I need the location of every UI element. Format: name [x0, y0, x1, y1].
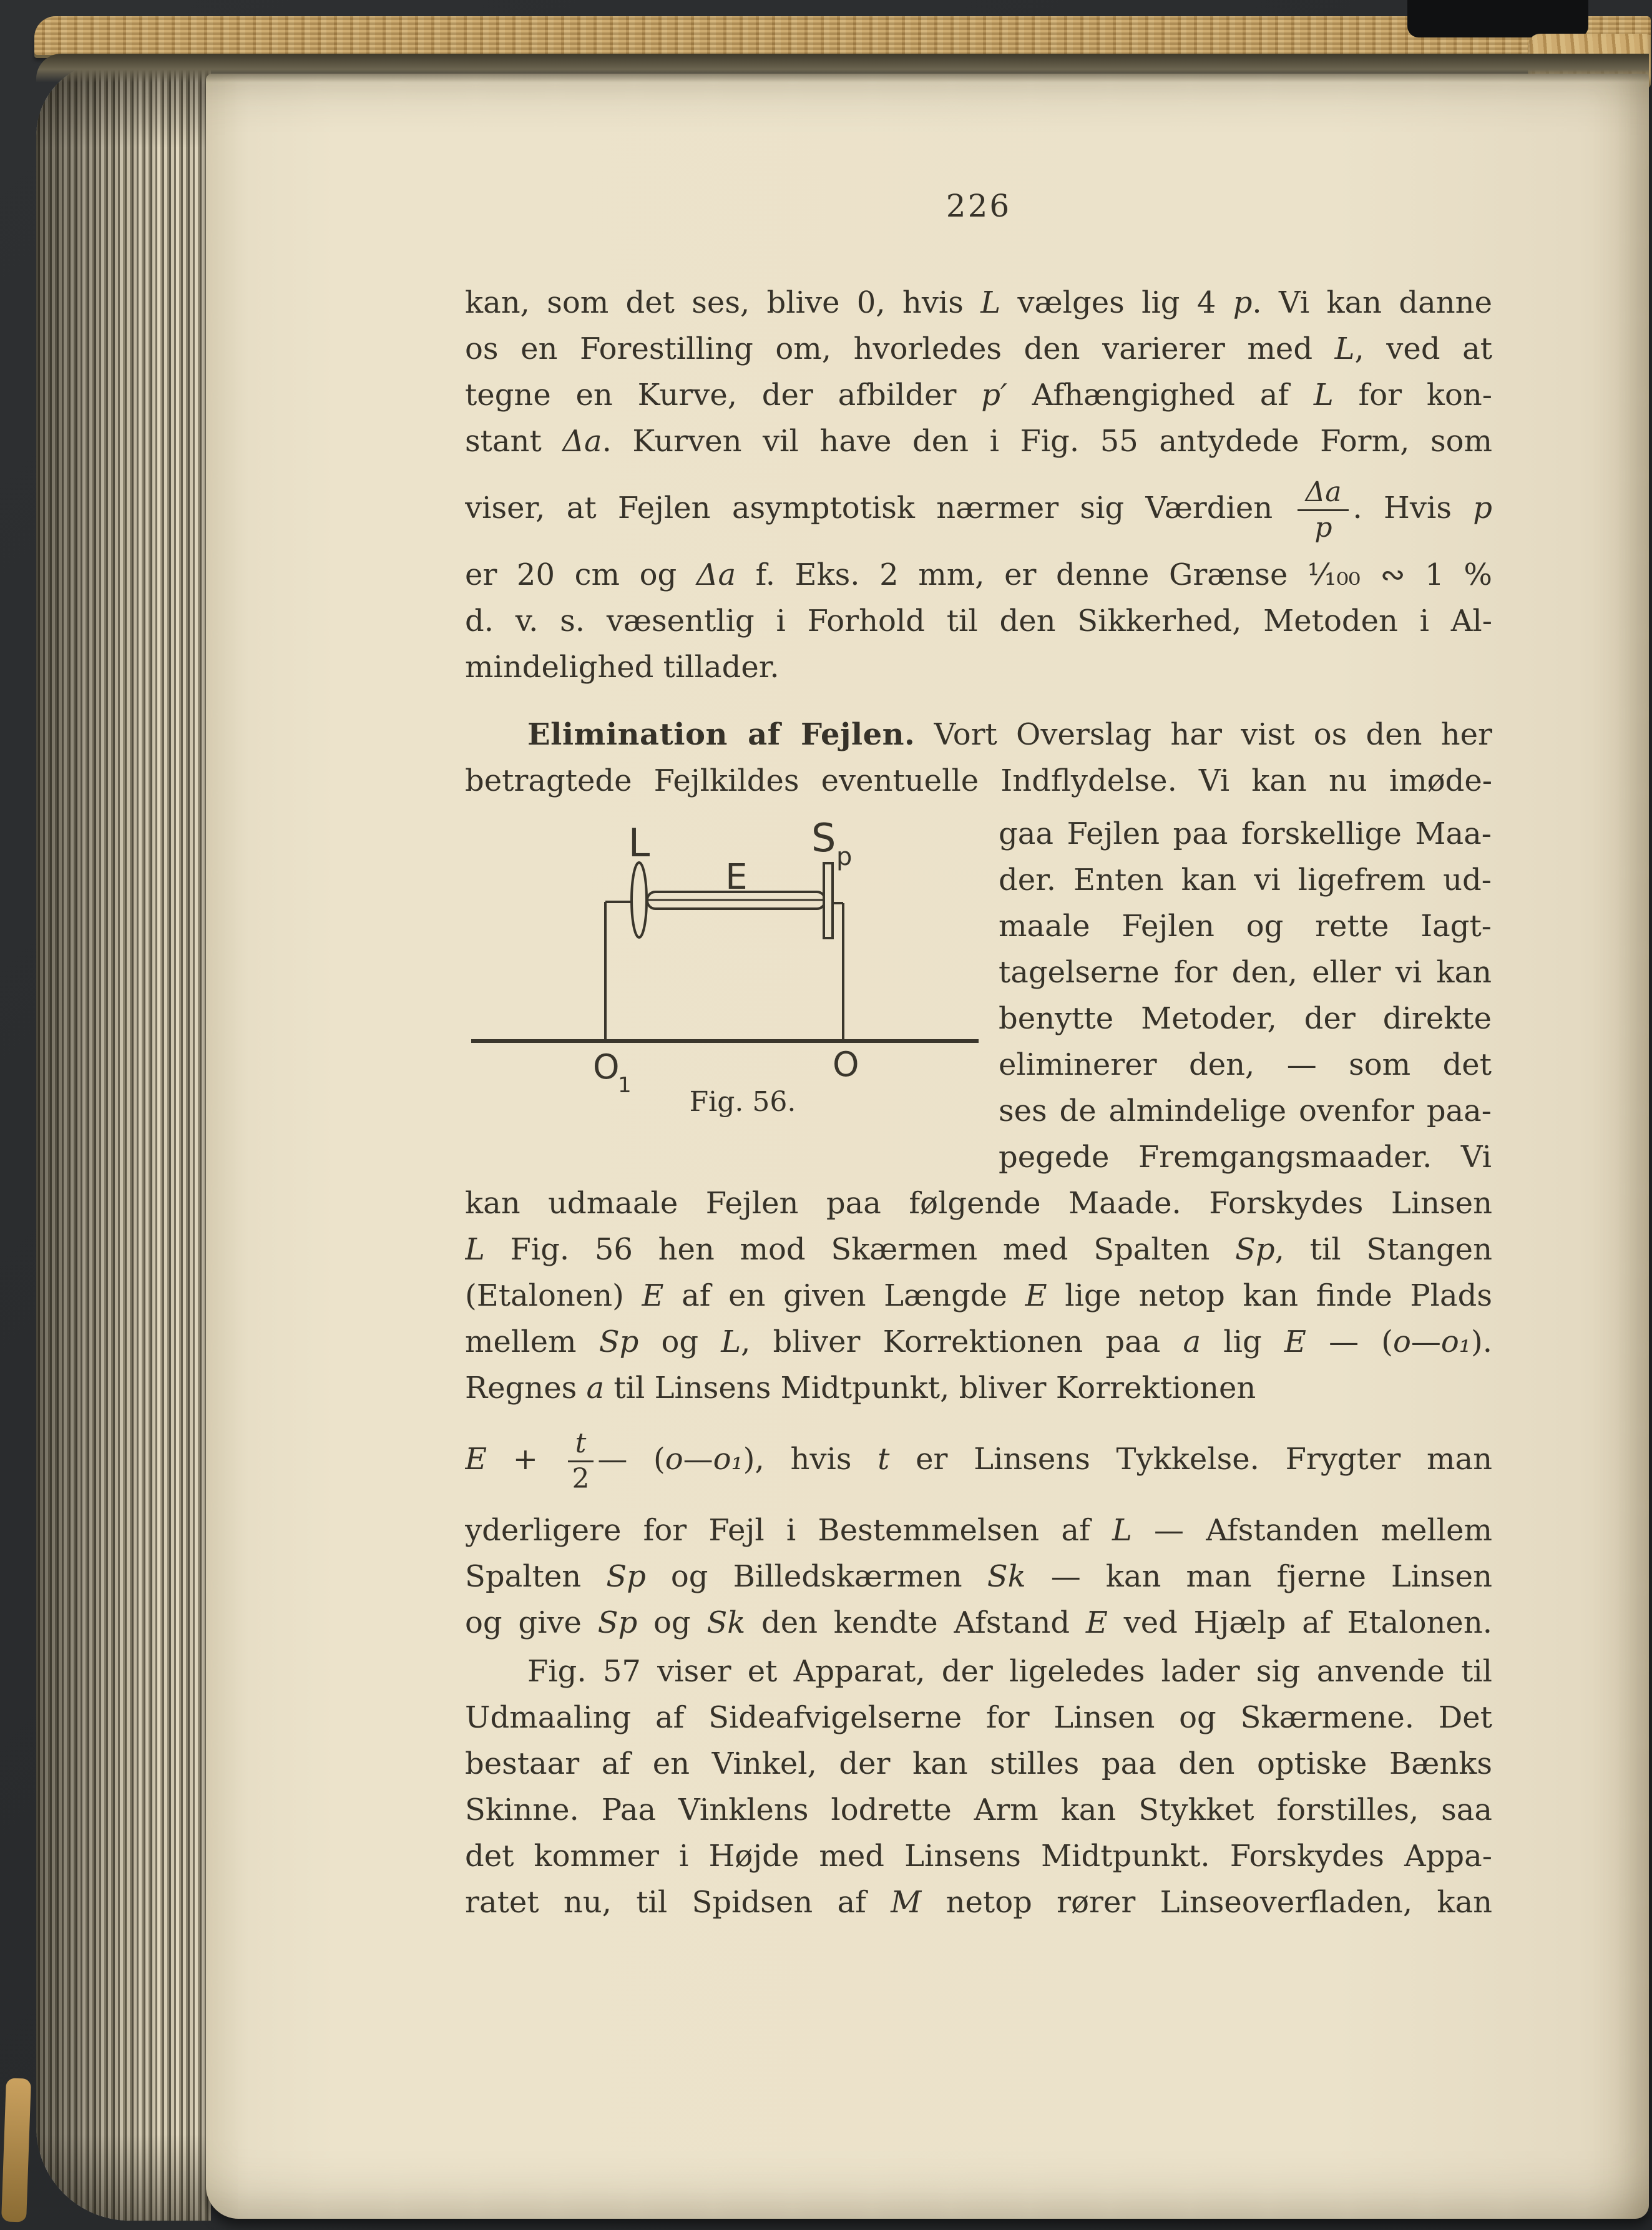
paragraph-heading-elimination: [465, 712, 1492, 804]
fraction-numerator: Δa: [1298, 478, 1349, 511]
text-line: os en Forestilling om, hvorledes den varierer med L, ved at: [465, 331, 1492, 366]
fraction-line-post: . Hvis p: [1352, 491, 1492, 526]
text-line: det kommer i Højde med Linsens Midtpunkt. Forskydes Appa-: [465, 1839, 1492, 1874]
text-line: benytte Metoder, der direkte: [999, 1001, 1492, 1036]
label-origin-left-sub: 1: [618, 1073, 632, 1098]
text-line: betragtede Fejlkildes eventuelle Indflydelse. Vi kan nu imøde-: [465, 763, 1492, 798]
backdrop-shadow: [1407, 0, 1588, 37]
label-slit-sub: p: [836, 843, 853, 871]
text-line: Elimination af Fejlen. Vort Overslag har vist os den her: [527, 717, 1492, 752]
text-line: og give Sp og Sk den kendte Afstand E ved Hjælp af Etalonen.: [465, 1605, 1492, 1640]
fraction-denominator: 2: [572, 1463, 590, 1495]
text-line: bestaar af en Vinkel, der kan stilles paa den optiske Bænks: [465, 1746, 1492, 1781]
lens-shape: [632, 863, 647, 937]
cover-edge-bottom-left: [1, 2078, 31, 2222]
label-origin-right: O: [833, 1045, 859, 1084]
text-line: Fig. 57 viser et Apparat, der ligeledes lader sig anvende til: [527, 1654, 1492, 1689]
text-line: er 20 cm og Δa f. Eks. 2 mm, er denne Grænse ¹⁄₁₀₀ ∾ 1 %: [465, 557, 1492, 592]
paragraph-5: [465, 1648, 1492, 1925]
label-origin-left: O: [593, 1047, 620, 1087]
text-line: Regnes a til Linsens Midtpunkt, bliver Korrektionen: [465, 1371, 1256, 1406]
text-line: Udmaaling af Sideafvigelserne for Linsen og Skærmene. Det: [465, 1700, 1492, 1735]
fraction-numerator: t: [568, 1429, 594, 1462]
fraction-t-over-2: [568, 1429, 594, 1494]
fraction-line-pre: viser, at Fejlen asymptotisk nærmer sig Værdien: [465, 491, 1273, 526]
text-line: pegede Fremgangsmaader. Vi: [999, 1140, 1492, 1175]
formula-post: — (o—o₁), hvis t er Linsens Tykkelse. Frygter man: [597, 1442, 1492, 1477]
slit-plate: [824, 863, 833, 938]
page-top-shadow: [36, 54, 1649, 82]
text-line: L Fig. 56 hen mod Skærmen med Spalten Sp, til Stangen: [465, 1232, 1492, 1267]
text-line: der. Enten kan vi ligefrem ud-: [999, 863, 1492, 897]
text-line: Spalten Sp og Billedskærmen Sk — kan man fjerne Linsen: [465, 1559, 1492, 1594]
text-line: ratet nu, til Spidsen af M netop rører Linseoverfladen, kan: [465, 1885, 1492, 1920]
figure-56-diagram: [462, 805, 992, 1130]
text-line: gaa Fejlen paa forskellige Maa-: [999, 816, 1492, 851]
label-slit-main: S: [811, 815, 836, 861]
figure-caption: Fig. 56.: [689, 1086, 796, 1118]
paragraph-1-bottom: [465, 552, 1492, 690]
formula-pre: E +: [465, 1442, 538, 1477]
page-edges-stack: [36, 61, 211, 2221]
text-line: yderligere for Fejl i Bestemmelsen af L — Afstanden mellem: [465, 1513, 1492, 1548]
paragraph-wrap-column: [999, 811, 1492, 1180]
text-line: stant Δa. Kurven vil have den i Fig. 55 antydede Form, som: [465, 424, 1492, 459]
text-line: eliminerer den, — som det: [999, 1047, 1492, 1082]
page-number: 226: [946, 188, 1012, 224]
paragraph-3-formula-line: [465, 1411, 1492, 1507]
text-line: mellem Sp og L, bliver Korrektionen paa a lig E — (o—o₁).: [465, 1324, 1492, 1359]
paragraph-1-fraction-line: [465, 464, 1492, 552]
fraction-denominator: p: [1314, 512, 1332, 544]
paragraph-4: [465, 1507, 1492, 1646]
text-line: Skinne. Paa Vinklens lodrette Arm kan Stykket forstilles, saa: [465, 1792, 1492, 1827]
text-line: kan, som det ses, blive 0, hvis L vælges lig 4 p. Vi kan danne: [465, 285, 1492, 320]
text-line: d. v. s. væsentlig i Forhold til den Sikkerhed, Metoden i Al-: [465, 604, 1492, 638]
text-line: ses de almindelige ovenfor paa-: [999, 1093, 1492, 1128]
paragraph-3: [465, 1180, 1492, 1411]
text-line: tagelserne for den, eller vi kan: [999, 955, 1492, 990]
label-lens: L: [628, 820, 650, 866]
text-line: kan udmaale Fejlen paa følgende Maade. Forskydes Linsen: [465, 1186, 1492, 1221]
fraction-delta-a-over-p: [1298, 478, 1349, 542]
paragraph-1-top: [465, 280, 1492, 464]
text-line: (Etalonen) E af en given Længde E lige netop kan finde Plads: [465, 1278, 1492, 1313]
label-etalon: E: [725, 857, 748, 897]
text-line: tegne en Kurve, der afbilder p′ Afhængighed af L for kon-: [465, 378, 1492, 413]
text-line: maale Fejlen og rette Iagt-: [999, 909, 1492, 944]
text-line: mindelighed tillader.: [465, 650, 780, 685]
